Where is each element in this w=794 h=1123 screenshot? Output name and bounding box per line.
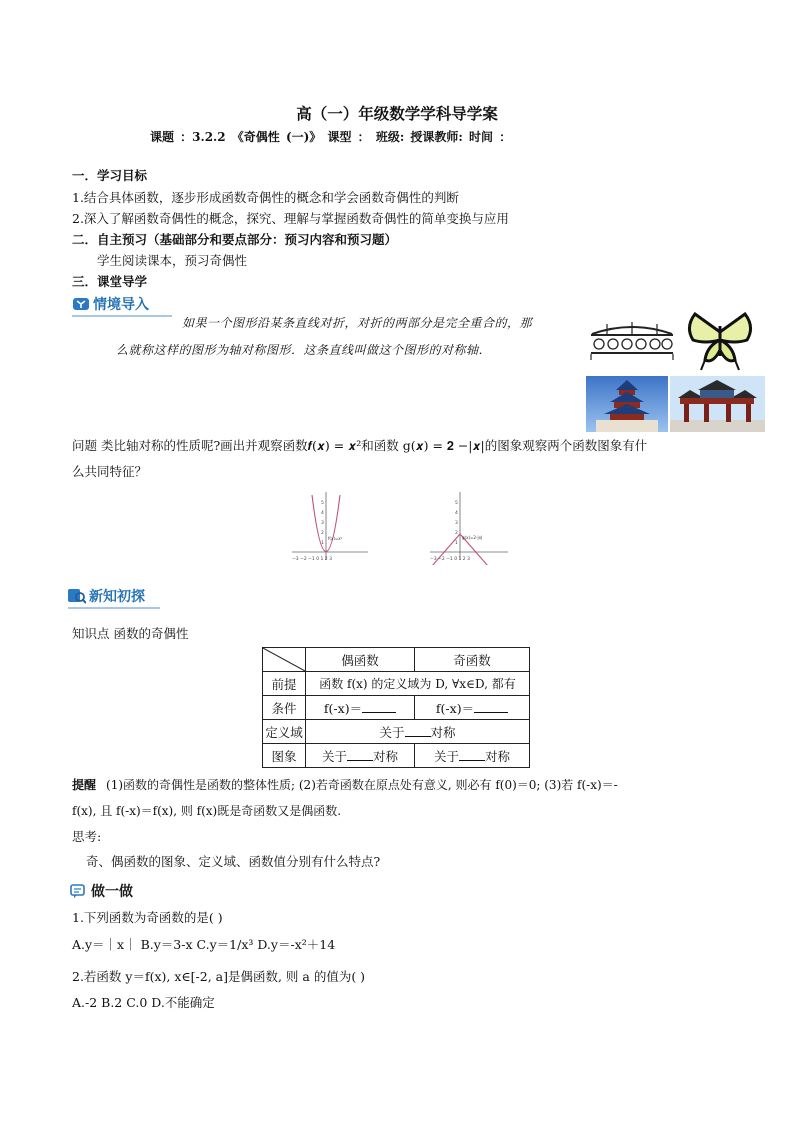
- blank-line[interactable]: [347, 748, 373, 761]
- row-label-domain: 定义域: [263, 720, 306, 744]
- tip-line-2: f(x), 且 f(-x)＝f(x), 则 f(x)既是奇函数又是偶函数.: [72, 804, 342, 818]
- graph-odd-a: 关于: [433, 748, 459, 764]
- intro-line-1: 如果一个图形沿某条直线对折，对折的两部分是完全重合的，那: [182, 316, 533, 330]
- blank-line[interactable]: [459, 748, 485, 761]
- banner-scenario: [72, 293, 149, 315]
- goal-item-1: 1.结合具体函数，逐步形成函数奇偶性的概念和学会函数奇偶性的判断: [72, 190, 459, 205]
- banner-practice: [70, 880, 133, 902]
- blank-line[interactable]: [474, 700, 508, 713]
- magnifier-icon: [68, 588, 86, 604]
- y-tick: 3: [321, 521, 324, 526]
- archway-image: [670, 376, 765, 432]
- domain-value-b: 对称: [430, 724, 456, 740]
- row-label-premise: 前提: [263, 672, 306, 696]
- iron-fence-image: [587, 322, 677, 362]
- condition-odd-text: f(-x)＝: [435, 700, 475, 716]
- banner-scenario-label: 情境导入: [93, 297, 149, 313]
- table-corner: [263, 648, 306, 672]
- tip-line-1: [72, 776, 618, 793]
- exercise-q2-options: A.-2 B.2 C.0 D.不能确定: [72, 995, 215, 1010]
- preview-text: 学生阅读课本，预习奇偶性: [97, 253, 248, 268]
- book-icon: [72, 296, 90, 312]
- tip-text-1: (1)函数的奇偶性是函数的整体性质; (2)若奇函数在原点处有意义, 则必有 f(0)＝0; (3)若 f(-x)＝-: [106, 778, 618, 792]
- y-tick: 4: [321, 511, 324, 516]
- goal-item-2: 2.深入了解函数奇偶性的概念，探究、理解与掌握函数奇偶性的简单变换与应用: [72, 211, 509, 226]
- butterfly-image: [685, 312, 755, 372]
- tip-label: 提醒: [72, 778, 97, 792]
- y-tick: 1: [455, 541, 458, 546]
- graph-odd: [415, 744, 530, 768]
- banner-new-knowledge-label: 新知初探: [89, 589, 145, 605]
- graph-parabola: [290, 490, 370, 565]
- think-label: 思考:: [72, 829, 102, 844]
- temple-of-heaven-image: [586, 376, 668, 432]
- condition-even: [306, 696, 415, 720]
- section-heading-goals: 一．学习目标: [72, 168, 148, 183]
- graph-right-label: g(x)=2-|x|: [462, 535, 483, 540]
- premise-value: 函数 f(x) 的定义域为 D, ∀x∈D, 都有: [306, 672, 530, 696]
- exercise-q1: 1.下列函数为奇函数的是( ): [72, 910, 223, 925]
- graph-right-xticks: −3 −2 −1 0 1 2 3: [430, 557, 470, 562]
- y-tick: 4: [455, 511, 458, 516]
- banner-new-knowledge: [68, 585, 145, 607]
- banner-practice-label: 做一做: [91, 884, 133, 900]
- exercise-q1-options: A.y＝｜x｜ B.y＝3-x C.y＝1/x³ D.y＝-x²＋14: [72, 937, 336, 952]
- condition-odd: [415, 696, 530, 720]
- y-tick: 1: [321, 541, 324, 546]
- knowledge-heading: 知识点 函数的奇偶性: [72, 626, 189, 641]
- graph-left-xticks: −3 −2 −1 0 1 2 3: [292, 557, 332, 562]
- graph-even-b: 对称: [373, 748, 399, 764]
- question-line-2: 么共同特征？: [72, 464, 148, 479]
- chat-icon: [70, 883, 88, 899]
- condition-even-text: f(-x)＝: [323, 700, 363, 716]
- y-tick: 2: [321, 531, 324, 536]
- y-tick: 5: [455, 501, 458, 506]
- domain-value-a: 关于: [379, 724, 405, 740]
- y-tick: 2: [455, 531, 458, 536]
- question-line-1: 问题 类比轴对称的性质呢?画出并观察函数𝒇(𝒙) = 𝒙²和函数 g(𝒙) = 𝟐 −|𝒙|的图象观察两个函数图象有什: [72, 438, 648, 453]
- row-label-graph: 图象: [263, 744, 306, 768]
- domain-value: [306, 720, 530, 744]
- blank-line[interactable]: [362, 700, 396, 713]
- header-even: 偶函数: [306, 648, 415, 672]
- section-heading-preview: 二．自主预习（基础部分和要点部分：预习内容和预习题）: [72, 232, 398, 247]
- header-odd: 奇函数: [415, 648, 530, 672]
- y-tick: 5: [321, 501, 324, 506]
- page-title: 高（一）年级数学学科导学案: [296, 104, 498, 123]
- lesson-info: 课题 ：3.2.2 《奇偶性 (一)》 课型 ： 班级: 授课教师: 时间 ：: [150, 130, 512, 144]
- row-label-condition: 条件: [263, 696, 306, 720]
- graph-even-a: 关于: [321, 748, 347, 764]
- y-tick: 3: [455, 521, 458, 526]
- graph-odd-b: 对称: [485, 748, 511, 764]
- parity-table: [262, 647, 530, 768]
- intro-line-2: 么就称这样的图形为轴对称图形．这条直线叫做这个图形的对称轴．: [116, 343, 492, 357]
- exercise-q2: 2.若函数 y＝f(x), x∈[-2, a]是偶函数, 则 a 的值为( ): [72, 969, 366, 984]
- think-text: 奇、偶函数的图象、定义域、函数值分别有什么特点?: [86, 854, 381, 869]
- graph-left-label: f(x)=x²: [328, 536, 343, 541]
- graph-abs: [428, 490, 510, 565]
- blank-line[interactable]: [405, 724, 431, 737]
- graph-even: [306, 744, 415, 768]
- section-heading-class: 三．课堂导学: [72, 274, 148, 289]
